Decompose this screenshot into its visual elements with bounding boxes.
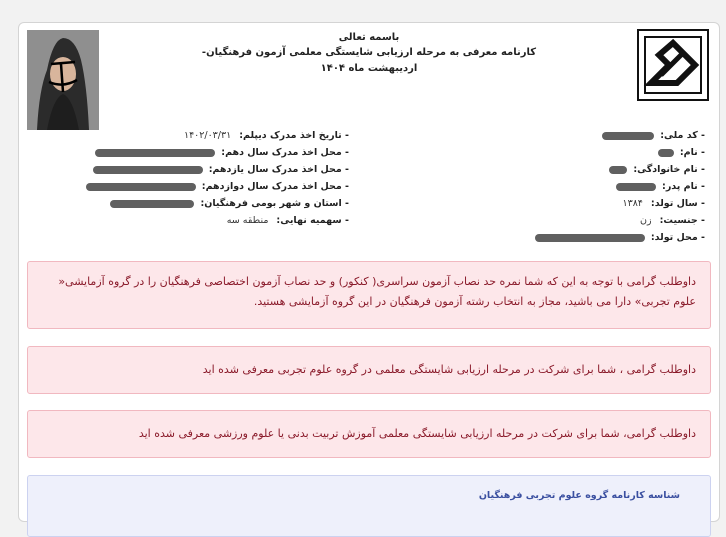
redaction-mark <box>616 183 656 191</box>
science-group-alert: داوطلب گرامی ، شما برای شرکت در مرحله ارزیابی شایستگی معلمی در گروه علوم تجربی معرفی شده اید <box>27 346 711 394</box>
redaction-mark <box>658 149 674 157</box>
candidate-photo <box>27 30 99 130</box>
personal-info <box>475 127 705 246</box>
redaction-mark <box>535 234 645 242</box>
info-row-grade-11-place: - محل اخذ مدرک سال یازدهم: <box>19 161 349 178</box>
redaction-mark <box>95 149 215 157</box>
redaction-mark <box>93 166 203 174</box>
report-header <box>19 23 719 143</box>
physical-education-alert: داوطلب گرامی، شما برای شرکت در مرحله ارزیابی شایستگی معلمی آموزش تربیت بدنی یا علوم ورزشی معرفی شده اید <box>27 410 711 458</box>
organization-logo <box>637 29 709 101</box>
title-line-1: باسمه تعالی <box>338 32 400 43</box>
info-row-national-id: - کد ملی: <box>475 127 705 144</box>
redaction-mark <box>86 183 196 191</box>
report-title: کارنامه معرفی به مرحله ارزیابی شایستگی معلمی آزمون فرهنگیان- اردیبهشت ماه ۱۴۰۴ <box>201 47 537 74</box>
redaction-mark <box>110 200 194 208</box>
info-row-grade-10-place: - محل اخذ مدرک سال دهم: <box>19 144 349 161</box>
report-id-panel <box>27 475 711 537</box>
redaction-mark <box>602 132 654 140</box>
title-block <box>179 31 559 77</box>
info-row-native-province: - استان و شهر بومی فرهنگیان: <box>19 195 349 212</box>
info-row-gender: - جنسیت:زن <box>640 215 705 226</box>
report-card <box>18 22 720 522</box>
info-row-father-name: - نام پدر: <box>475 178 705 195</box>
eligibility-alert: داوطلب گرامی با توجه به این که شما نمره حد نصاب آزمون سراسری( کنکور) و حد نصاب آزمون اختصاصی فرهنگیان را در گروه آزمایشی« علوم تجربی» دارا می باشید، مجاز به انتخاب رشته آزمون فرهنگیان در این گروه آزمایشی هستید. <box>27 261 711 329</box>
info-row-birth-year: - سال تولد:۱۳۸۴ <box>622 198 705 209</box>
info-row-birth-place: - محل تولد: <box>475 229 705 246</box>
info-row-family-name: - نام خانوادگی: <box>475 161 705 178</box>
info-row-final-quota: - سهمیه نهایی:منطقه سه <box>226 215 349 226</box>
report-id-title: شناسه کارنامه گروه علوم تجربی فرهنگیان <box>478 490 680 501</box>
education-info <box>19 127 349 229</box>
info-row-diploma-date: - تاریخ اخذ مدرک دیپلم:۱۴۰۲/۰۳/۳۱ <box>183 130 349 141</box>
info-row-name: - نام: <box>475 144 705 161</box>
redaction-mark <box>609 166 627 174</box>
info-row-grade-12-place: - محل اخذ مدرک سال دوازدهم: <box>19 178 349 195</box>
